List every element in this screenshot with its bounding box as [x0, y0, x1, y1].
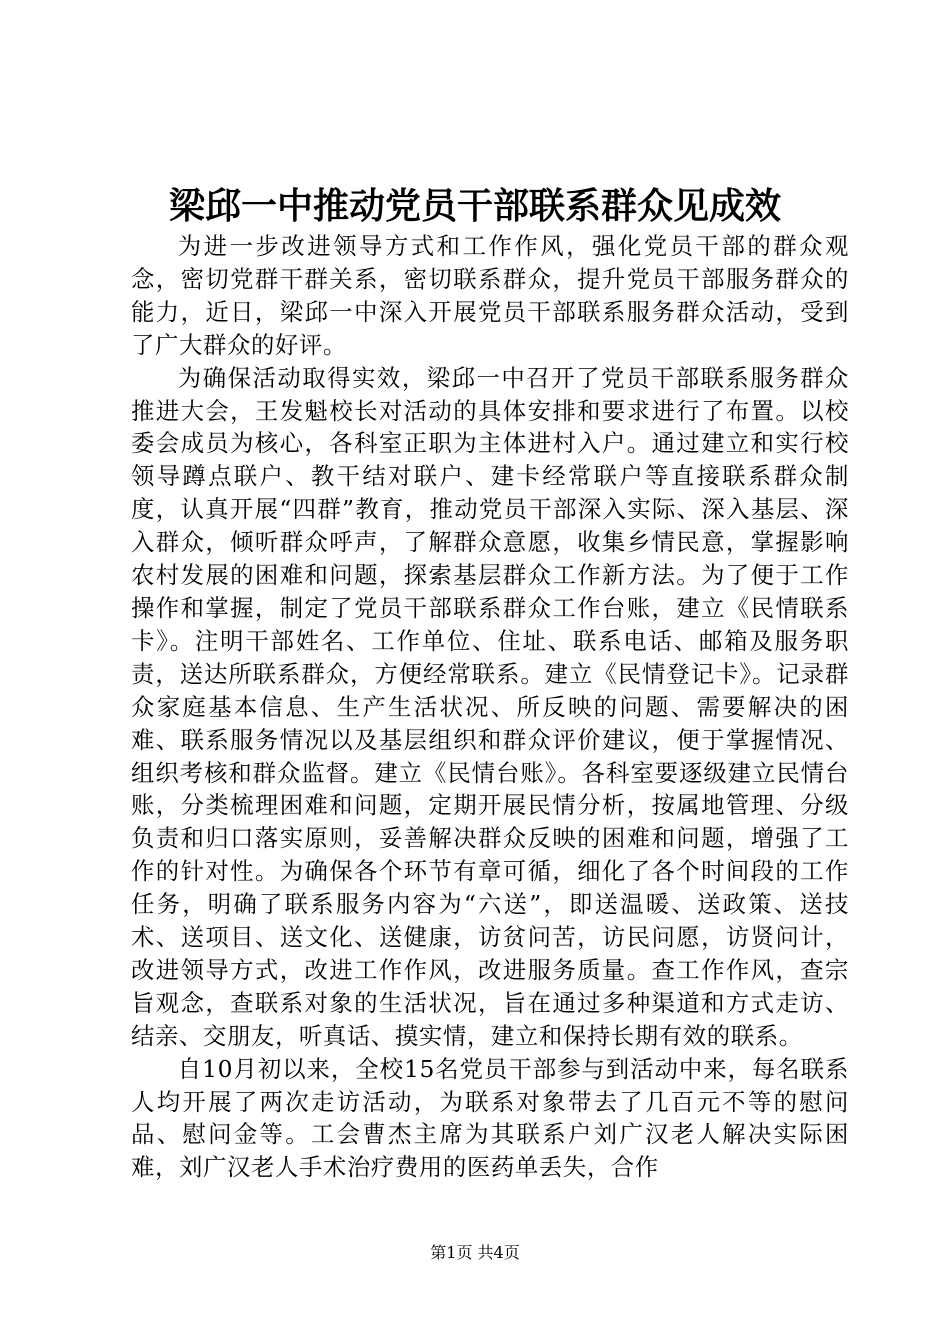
paragraph-intro: 为进一步改进领导方式和工作作风，强化党员干部的群众观念，密切党群干群关系，密切联系群众，提升党员干部服务群众的能力，近日，梁邱一中深入开展党员干部联系服务群众活动，受到了广大群众的好评。: [131, 232, 849, 359]
document-body: [131, 230, 849, 1184]
document-title: 梁邱一中推动党员干部联系群众见成效: [168, 185, 781, 227]
paragraph-results: 自10月初以来，全校15名党员干部参与到活动中来，每名联系人均开展了两次走访活动，为联系对象带去了几百元不等的慰问品、慰问金等。工会曹杰主席为其联系户刘广汉老人解决实际困难，刘广汉老人手术治疗费用的医药单丢失，合作: [131, 1054, 849, 1182]
page-footer: 第1页 共4页: [430, 1243, 520, 1262]
paragraph-measures: 为确保活动取得实效，梁邱一中召开了党员干部联系服务群众推进大会，王发魁校长对活动的具体安排和要求进行了布置。以校委会成员为核心，各科室正职为主体进村入户。通过建立和实行校领导蹲点联户、教干结对联户、建卡经常联户等直接联系群众制度，认真开展“四群”教育，推动党员干部深入实际、深入基层、深入群众，倾听群众呼声，了解群众意愿，收集乡情民意，掌握影响农村发展的困难和问题，探索基层群众工作新方法。为了便于工作操作和掌握，制定了党员干部联系群众工作台账，建立《民情联系卡》。注明干部姓名、工作单位、住址、联系电话、邮箱及服务职责，送达所联系群众，方便经常联系。建立《民情登记卡》。记录群众家庭基本信息、生产生活状况、所反映的问题、需要解决的困难、联系服务情况以及基层组织和群众评价建议，便于掌握情况、组织考核和群众监督。建立《民情台账》。各科室要逐级建立民情台账，分类梳理困难和问题，定期开展民情分析，按属地管理、分级负责和归口落实原则，妥善解决群众反映的困难和问题，增强了工作的针对性。为确保各个环节有章可循，细化了各个时间段的工作任务，明确了联系服务内容为“六送”，即送温暖、送政策、送技术、送项目、送文化、送健康，访贫问苦，访民问愿，访贤问计，改进领导方式，改进工作作风，改进服务质量。查工作作风，查宗旨观念，查联系对象的生活状况，旨在通过多种渠道和方式走访、结亲、交朋友，听真话、摸实情，建立和保持长期有效的联系。: [131, 363, 849, 1050]
